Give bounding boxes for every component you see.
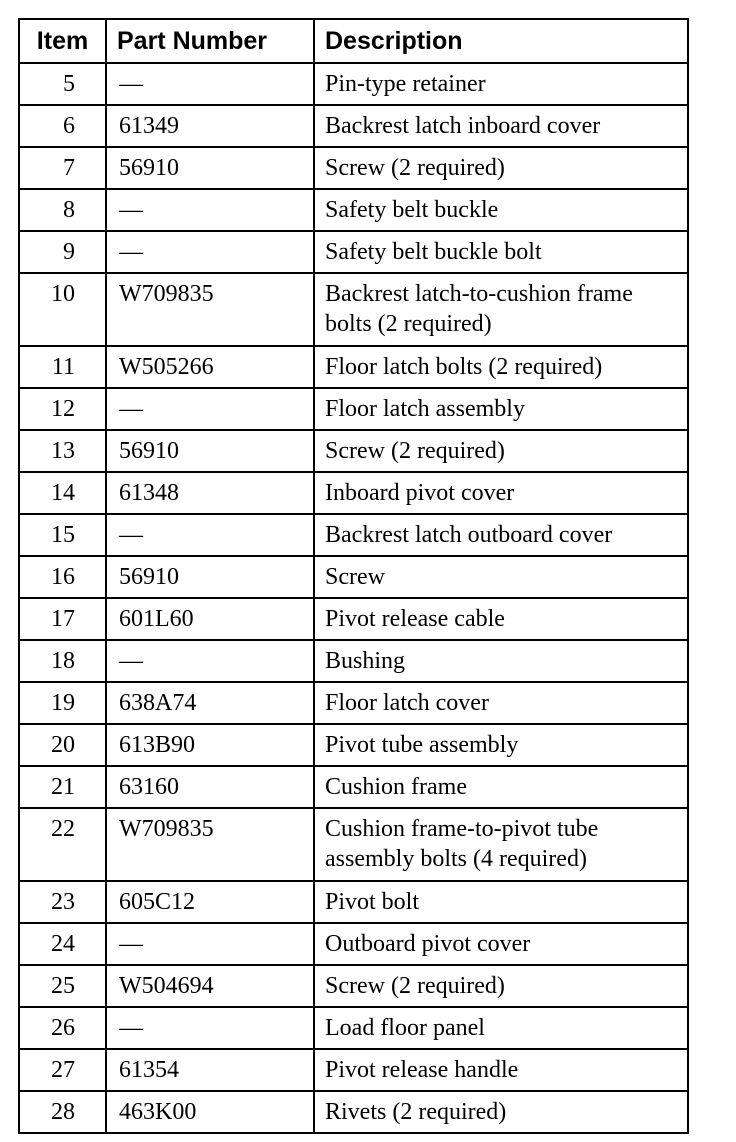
part-number-cell: — [106, 388, 314, 430]
item-cell: 27 [19, 1049, 106, 1091]
part-number-cell: 638A74 [106, 682, 314, 724]
part-number-cell: 63160 [106, 766, 314, 808]
item-cell: 16 [19, 556, 106, 598]
part-number-cell: 56910 [106, 147, 314, 189]
table-row [19, 514, 688, 556]
part-number-cell: — [106, 514, 314, 556]
table-row [19, 923, 688, 965]
item-cell: 17 [19, 598, 106, 640]
item-cell: 13 [19, 430, 106, 472]
description-cell: Screw [314, 556, 688, 598]
part-number-cell: 463K00 [106, 1091, 314, 1133]
table-row [19, 682, 688, 724]
description-cell: Backrest latch inboard cover [314, 105, 688, 147]
description-cell: Safety belt buckle bolt [314, 231, 688, 273]
description-cell: Backrest latch outboard cover [314, 514, 688, 556]
description-cell: Screw (2 required) [314, 430, 688, 472]
part-number-cell: 613B90 [106, 724, 314, 766]
description-cell: Safety belt buckle [314, 189, 688, 231]
part-number-cell: — [106, 640, 314, 682]
table-row [19, 766, 688, 808]
table-row [19, 881, 688, 923]
description-cell: Floor latch cover [314, 682, 688, 724]
item-cell: 14 [19, 472, 106, 514]
description-cell: Bushing [314, 640, 688, 682]
description-cell: Pin-type retainer [314, 63, 688, 105]
table-row [19, 388, 688, 430]
part-number-cell: 61349 [106, 105, 314, 147]
item-cell: 24 [19, 923, 106, 965]
part-number-cell: — [106, 189, 314, 231]
table-row [19, 430, 688, 472]
description-cell: Outboard pivot cover [314, 923, 688, 965]
table-row [19, 472, 688, 514]
item-cell: 18 [19, 640, 106, 682]
table-row [19, 1049, 688, 1091]
item-cell: 8 [19, 189, 106, 231]
part-number-cell: — [106, 231, 314, 273]
item-cell: 5 [19, 63, 106, 105]
table-row [19, 273, 688, 346]
item-cell: 26 [19, 1007, 106, 1049]
table-row [19, 556, 688, 598]
table-row [19, 147, 688, 189]
part-number-cell: — [106, 63, 314, 105]
part-number-cell: 605C12 [106, 881, 314, 923]
part-number-cell: W505266 [106, 346, 314, 388]
parts-table-body [19, 63, 688, 1133]
item-cell: 22 [19, 808, 106, 881]
table-row [19, 965, 688, 1007]
item-cell: 21 [19, 766, 106, 808]
item-cell: 7 [19, 147, 106, 189]
part-number-column-header: Part Number [106, 19, 314, 63]
item-column-header: Item [19, 19, 106, 63]
table-row [19, 189, 688, 231]
table-row [19, 105, 688, 147]
description-cell: Inboard pivot cover [314, 472, 688, 514]
item-cell: 20 [19, 724, 106, 766]
table-row [19, 598, 688, 640]
part-number-cell: — [106, 923, 314, 965]
part-number-cell: W709835 [106, 808, 314, 881]
description-cell: Floor latch assembly [314, 388, 688, 430]
description-cell: Screw (2 required) [314, 965, 688, 1007]
table-row [19, 724, 688, 766]
item-cell: 25 [19, 965, 106, 1007]
table-row [19, 346, 688, 388]
item-cell: 9 [19, 231, 106, 273]
part-number-cell: 56910 [106, 556, 314, 598]
part-number-cell: 56910 [106, 430, 314, 472]
parts-table [18, 18, 689, 1134]
item-cell: 12 [19, 388, 106, 430]
header-row [19, 19, 688, 63]
table-row [19, 808, 688, 881]
parts-table-header [19, 19, 688, 63]
part-number-cell: — [106, 1007, 314, 1049]
part-number-cell: W504694 [106, 965, 314, 1007]
table-row [19, 640, 688, 682]
description-cell: Pivot tube assembly [314, 724, 688, 766]
description-cell: Backrest latch-to-cushion frame bolts (2 required) [314, 273, 688, 346]
table-row [19, 63, 688, 105]
table-row [19, 231, 688, 273]
description-column-header: Description [314, 19, 688, 63]
item-cell: 23 [19, 881, 106, 923]
item-cell: 6 [19, 105, 106, 147]
description-cell: Pivot release handle [314, 1049, 688, 1091]
description-cell: Pivot bolt [314, 881, 688, 923]
description-cell: Cushion frame [314, 766, 688, 808]
part-number-cell: W709835 [106, 273, 314, 346]
description-cell: Pivot release cable [314, 598, 688, 640]
description-cell: Screw (2 required) [314, 147, 688, 189]
item-cell: 15 [19, 514, 106, 556]
part-number-cell: 61354 [106, 1049, 314, 1091]
description-cell: Floor latch bolts (2 required) [314, 346, 688, 388]
item-cell: 11 [19, 346, 106, 388]
part-number-cell: 601L60 [106, 598, 314, 640]
description-cell: Load floor panel [314, 1007, 688, 1049]
item-cell: 28 [19, 1091, 106, 1133]
description-cell: Rivets (2 required) [314, 1091, 688, 1133]
description-cell: Cushion frame-to-pivot tube assembly bolts (4 required) [314, 808, 688, 881]
item-cell: 10 [19, 273, 106, 346]
table-row [19, 1091, 688, 1133]
item-cell: 19 [19, 682, 106, 724]
table-row [19, 1007, 688, 1049]
part-number-cell: 61348 [106, 472, 314, 514]
